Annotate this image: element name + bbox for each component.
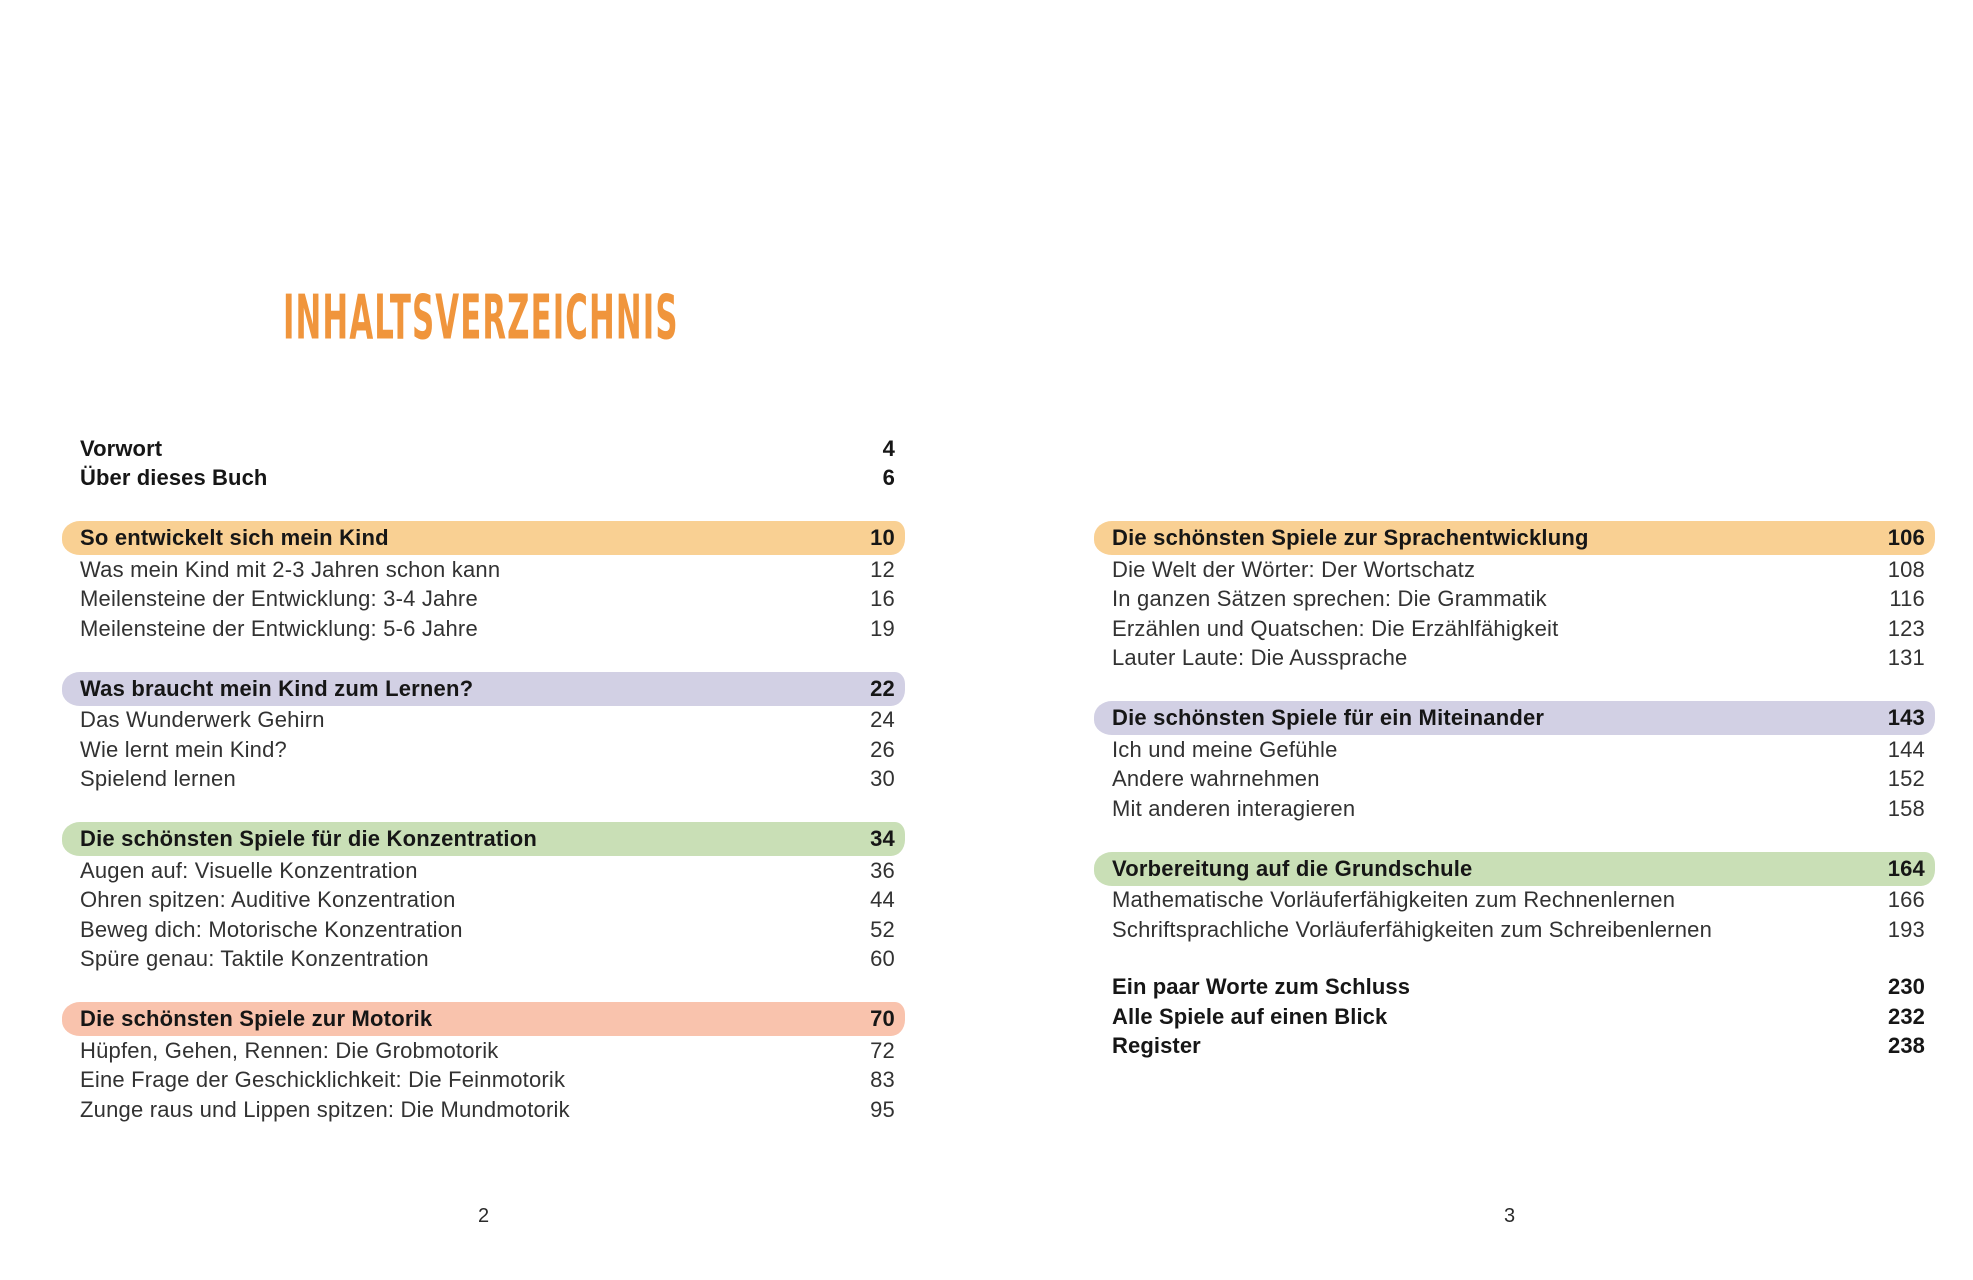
toc-entry-page: 144	[1887, 736, 1925, 762]
toc-entry	[1112, 614, 1925, 644]
toc-entry-label: In ganzen Sätzen sprechen: Die Grammatik	[1112, 586, 1547, 612]
toc-entry	[80, 765, 895, 795]
toc-section-header-page: 164	[1887, 855, 1925, 881]
toc-entry-label: Beweg dich: Motorische Konzentration	[80, 916, 463, 942]
toc-back-matter-row	[1112, 1032, 1925, 1062]
toc-entry-label: Ohren spitzen: Auditive Konzentration	[80, 887, 456, 913]
toc-entry-label: Meilensteine der Entwicklung: 5-6 Jahre	[80, 615, 478, 641]
toc-left-sections	[80, 493, 895, 1125]
page-number-right: 3	[1504, 1205, 1516, 1227]
toc-section-header	[62, 822, 905, 856]
toc-entry-page: 52	[870, 916, 895, 942]
toc-entry-page: 158	[1887, 795, 1925, 821]
toc-entry	[80, 706, 895, 736]
toc-entry	[1112, 886, 1925, 916]
toc-left-page	[80, 434, 895, 1125]
toc-section-header-label: Was braucht mein Kind zum Lernen?	[80, 675, 474, 701]
toc-back-matter-row-label: Register	[1112, 1033, 1201, 1059]
toc-front-matter	[80, 434, 895, 493]
toc-section-header	[62, 521, 905, 555]
toc-section	[1112, 701, 1925, 824]
toc-section-header-label: Die schönsten Spiele zur Motorik	[80, 1006, 433, 1031]
toc-entry-label: Meilensteine der Entwicklung: 3-4 Jahre	[80, 586, 478, 612]
toc-back-matter-row-label: Ein paar Worte zum Schluss	[1112, 974, 1411, 1000]
toc-entry-page: 36	[870, 857, 895, 883]
toc-entry-label: Schriftsprachliche Vorläuferfähigkeiten zum Schreibenlernen	[1112, 916, 1713, 942]
toc-back-matter	[1112, 973, 1925, 1062]
toc-entry-page: 95	[870, 1096, 895, 1122]
toc-entry-page: 30	[870, 766, 895, 792]
toc-back-matter-row	[1112, 1002, 1925, 1032]
toc-section	[80, 822, 895, 974]
toc-entry-label: Wie lernt mein Kind?	[80, 736, 287, 762]
toc-entry	[80, 614, 895, 644]
toc-entry	[80, 886, 895, 916]
toc-section-header-label: Die schönsten Spiele für die Konzentration	[80, 826, 538, 851]
toc-entry-label: Lauter Laute: Die Aussprache	[1112, 645, 1408, 671]
toc-entry-label: Das Wunderwerk Gehirn	[80, 707, 325, 733]
toc-section-header	[1094, 701, 1935, 735]
toc-entry-label: Zunge raus und Lippen spitzen: Die Mundmotorik	[80, 1096, 570, 1122]
toc-front-matter-row-page: 4	[882, 435, 895, 461]
toc-entry-label: Was mein Kind mit 2-3 Jahren schon kann	[80, 556, 501, 582]
toc-entry-page: 12	[870, 556, 895, 582]
toc-section-header-label: Die schönsten Spiele zur Sprachentwicklung	[1112, 525, 1589, 550]
toc-entry	[80, 1095, 895, 1125]
toc-section	[80, 521, 895, 644]
toc-front-matter-row	[80, 464, 895, 494]
toc-section	[80, 672, 895, 795]
toc-section	[80, 1002, 895, 1125]
toc-entry	[1112, 794, 1925, 824]
toc-entry	[1112, 644, 1925, 674]
toc-right-sections	[1112, 521, 1925, 945]
toc-section-header-page: 143	[1887, 705, 1925, 730]
toc-entry-page: 60	[870, 946, 895, 972]
toc-back-matter-row-page: 230	[1887, 974, 1925, 1000]
toc-entry	[1112, 735, 1925, 765]
toc-entry-page: 24	[870, 707, 895, 733]
toc-entry-label: Die Welt der Wörter: Der Wortschatz	[1112, 556, 1476, 582]
toc-entry-label: Mit anderen interagieren	[1112, 795, 1356, 821]
toc-entry	[80, 856, 895, 886]
toc-entry-label: Ich und meine Gefühle	[1112, 736, 1338, 762]
toc-entry	[80, 945, 895, 975]
toc-entry-page: 193	[1887, 916, 1925, 942]
toc-entry-page: 152	[1887, 766, 1925, 792]
page-number-left: 2	[478, 1205, 490, 1227]
toc-entry	[1112, 555, 1925, 585]
toc-section	[1112, 521, 1925, 673]
toc-entry-label: Spüre genau: Taktile Konzentration	[80, 946, 429, 972]
toc-front-matter-row-label: Vorwort	[80, 435, 163, 461]
toc-section-header-page: 34	[870, 826, 895, 851]
toc-entry-page: 123	[1887, 615, 1925, 641]
toc-entry	[1112, 765, 1925, 795]
toc-front-matter-row-page: 6	[882, 465, 895, 491]
toc-back-matter-row-page: 232	[1887, 1003, 1925, 1029]
toc-entry-page: 19	[870, 615, 895, 641]
toc-entry	[80, 585, 895, 615]
toc-section-header	[1094, 852, 1935, 886]
toc-entry-label: Eine Frage der Geschicklichkeit: Die Feinmotorik	[80, 1067, 566, 1093]
toc-section-header	[1094, 521, 1935, 555]
toc-front-matter-row-label: Über dieses Buch	[80, 465, 268, 491]
toc-entry-label: Augen auf: Visuelle Konzentration	[80, 857, 418, 883]
toc-section-header-label: So entwickelt sich mein Kind	[80, 525, 389, 550]
toc-entry-label: Spielend lernen	[80, 766, 236, 792]
toc-entry-page: 116	[1889, 586, 1925, 612]
toc-entry-page: 16	[870, 586, 895, 612]
toc-entry	[80, 555, 895, 585]
toc-back-matter-row-page: 238	[1887, 1033, 1925, 1059]
toc-section-header	[62, 672, 905, 706]
toc-entry-label: Erzählen und Quatschen: Die Erzählfähigkeit	[1112, 615, 1559, 641]
toc-back-matter-row	[1112, 973, 1925, 1003]
toc-entry-page: 108	[1887, 556, 1925, 582]
toc-entry-page: 131	[1887, 645, 1925, 671]
toc-entry-page: 83	[870, 1067, 895, 1093]
toc-entry-label: Hüpfen, Gehen, Rennen: Die Grobmotorik	[80, 1037, 499, 1063]
toc-entry-page: 26	[870, 736, 895, 762]
toc-entry-label: Andere wahrnehmen	[1112, 766, 1320, 792]
toc-right-page	[1112, 521, 1925, 1061]
toc-section-header-page: 70	[870, 1006, 895, 1031]
toc-entry	[80, 1036, 895, 1066]
toc-entry-page: 166	[1887, 887, 1925, 913]
toc-section-header-page: 106	[1887, 525, 1925, 550]
toc-section	[1112, 852, 1925, 945]
toc-entry	[80, 915, 895, 945]
toc-entry	[1112, 585, 1925, 615]
toc-entry	[1112, 915, 1925, 945]
page-title: INHALTSVERZEICHNIS	[283, 282, 679, 354]
toc-entry	[80, 1066, 895, 1096]
toc-entry-label: Mathematische Vorläuferfähigkeiten zum Rechnenlernen	[1112, 887, 1676, 913]
toc-entry-page: 44	[870, 887, 895, 913]
toc-section-header-label: Die schönsten Spiele für ein Miteinander	[1112, 705, 1545, 730]
toc-entry-page: 72	[870, 1037, 895, 1063]
toc-section-header-page: 10	[870, 525, 895, 550]
toc-front-matter-row	[80, 434, 895, 464]
toc-section-header	[62, 1002, 905, 1036]
toc-entry	[80, 735, 895, 765]
toc-back-matter-row-label: Alle Spiele auf einen Blick	[1112, 1003, 1388, 1029]
toc-section-header-label: Vorbereitung auf die Grundschule	[1112, 855, 1473, 881]
toc-section-header-page: 22	[870, 675, 895, 701]
